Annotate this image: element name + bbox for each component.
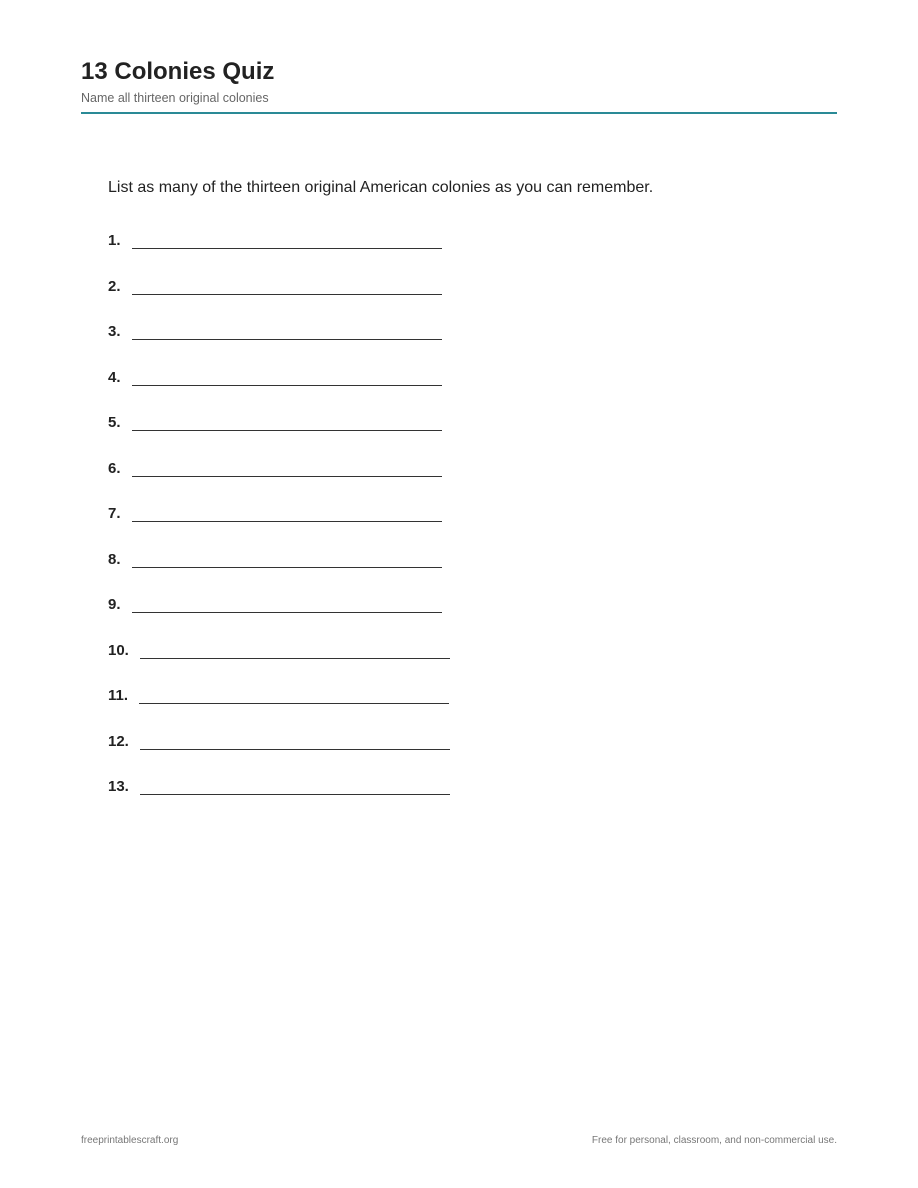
footer-site-name: freeprintablescraft.org <box>81 1135 179 1146</box>
answer-item <box>108 277 450 323</box>
answer-blank-line[interactable] <box>132 231 442 249</box>
answer-blank-line[interactable] <box>132 504 442 522</box>
answer-item <box>108 368 450 414</box>
item-number: 7. <box>108 505 121 522</box>
item-number: 2. <box>108 277 121 295</box>
answer-list <box>108 231 450 823</box>
page-subtitle: Name all thirteen original colonies <box>81 91 269 105</box>
item-number: 10. <box>108 641 129 659</box>
answer-item <box>108 322 450 368</box>
answer-blank-line[interactable] <box>140 732 450 750</box>
answer-item <box>108 732 450 778</box>
answer-item <box>108 777 450 823</box>
item-number: 9. <box>108 596 121 613</box>
answer-blank-line[interactable] <box>132 595 442 613</box>
answer-blank-line[interactable] <box>132 277 442 295</box>
answer-blank-line[interactable] <box>132 322 442 340</box>
answer-item <box>108 641 450 687</box>
page-title: 13 Colonies Quiz <box>81 58 275 85</box>
answer-blank-line[interactable] <box>139 686 449 704</box>
item-number: 1. <box>108 232 121 249</box>
item-number: 12. <box>108 732 129 750</box>
answer-item <box>108 595 450 641</box>
answer-blank-line[interactable] <box>132 413 442 431</box>
answer-blank-line[interactable] <box>132 550 442 568</box>
page-header <box>81 58 837 114</box>
item-number: 13. <box>108 778 129 795</box>
item-number: 5. <box>108 414 121 431</box>
answer-item <box>108 231 450 277</box>
item-number: 11. <box>108 687 129 704</box>
footer-usage-note: Free for personal, classroom, and non-commercial use. <box>591 1135 837 1146</box>
item-number: 3. <box>108 323 121 340</box>
answer-item <box>108 504 450 550</box>
answer-blank-line[interactable] <box>132 368 442 386</box>
item-number: 4. <box>108 368 121 386</box>
answer-item <box>108 413 450 459</box>
instructions-text: List as many of the thirteen original American colonies as you can remember. <box>108 179 654 196</box>
item-number: 8. <box>108 550 121 568</box>
answer-blank-line[interactable] <box>140 777 450 795</box>
answer-item <box>108 686 450 732</box>
item-number: 6. <box>108 459 121 477</box>
answer-item <box>108 459 450 505</box>
answer-blank-line[interactable] <box>140 641 450 659</box>
answer-blank-line[interactable] <box>132 459 442 477</box>
answer-item <box>108 550 450 596</box>
